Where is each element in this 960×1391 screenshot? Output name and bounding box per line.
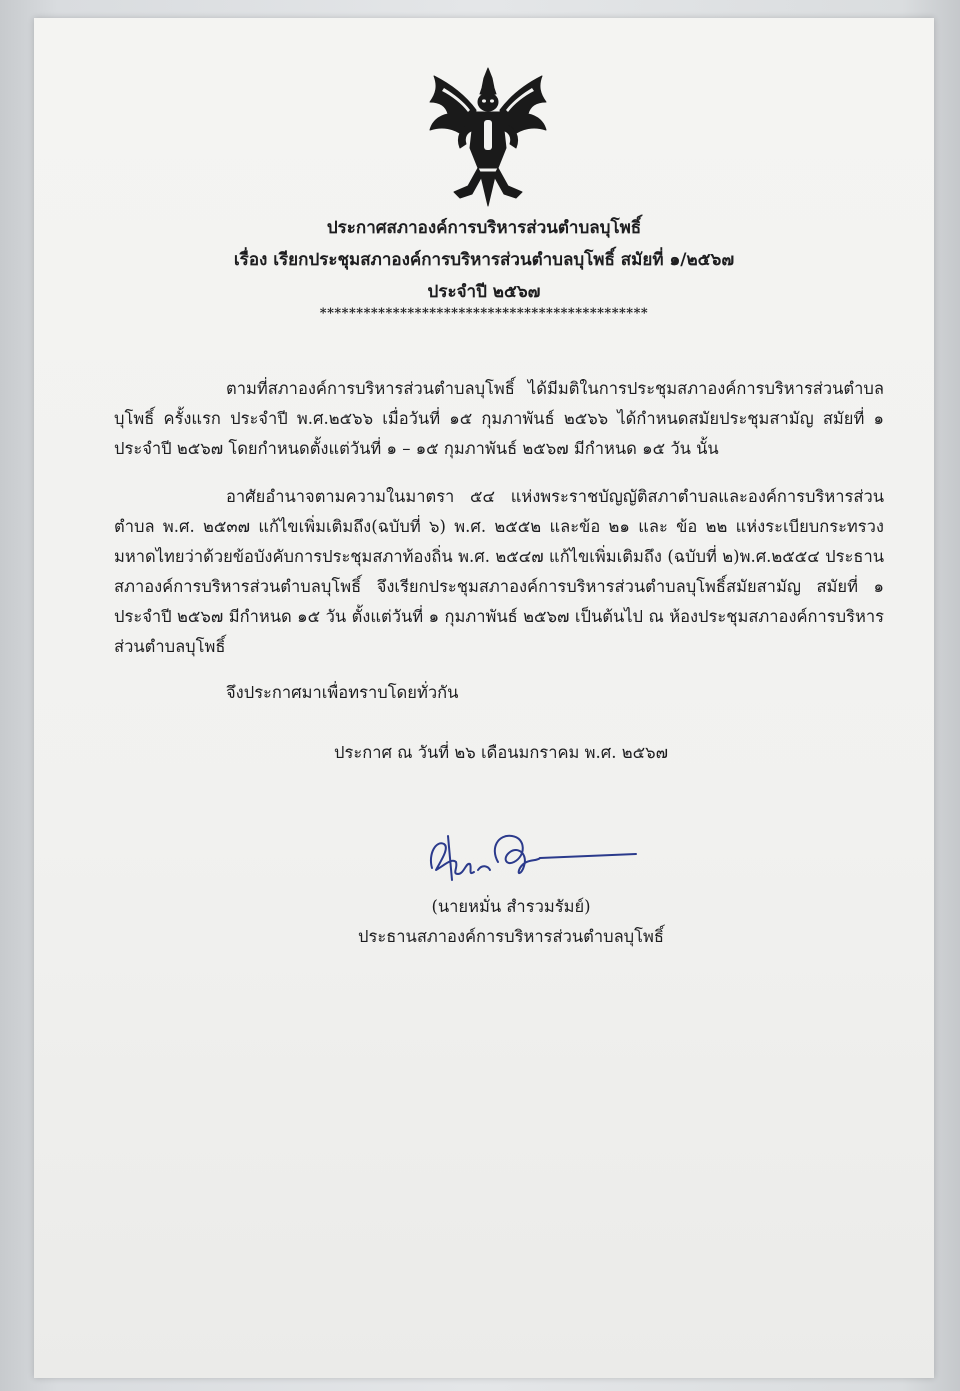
paragraph-1 (114, 374, 884, 464)
paragraph-3-text: จึงประกาศมาเพื่อทราบโดยทั่วกัน (226, 683, 459, 702)
paragraph-2 (114, 482, 884, 662)
document-page (34, 18, 934, 1378)
signature-mark (418, 818, 648, 898)
garuda-emblem-icon (424, 64, 552, 214)
announcement-title: ประกาศสภาองค์การบริหารส่วนตำบลบุโพธิ์ (326, 218, 642, 238)
paragraph-2-text: อาศัยอำนาจตามความในมาตรา ๕๔ แห่งพระราชบัญญัติสภาตำบลและองค์การบริหารส่วนตำบล พ.ศ. ๒๕๓๗ แก้ไขเพิ่มเติมถึง(ฉบับที่ ๖) พ.ศ. ๒๕๕๒ และข้อ ๒๑ และ ข้อ ๒๒ แห่งระเบียบกระทรวงมหาดไทยว่าด้วยข้อบังคับการประชุมสภาท้องถิ่น พ.ศ. ๒๕๔๗ แก้ไขเพิ่มเติมถึง (ฉบับที่ ๒)พ.ศ.๒๕๕๔ ประธานสภาองค์การบริหารส่วนตำบลบุโพธิ์ จึงเรียกประชุมสภาองค์การบริหารส่วนตำบลบุโพธิ์สมัยสามัญ สมัยที่ ๑ ประจำปี ๒๕๖๗ มีกำหนด ๑๕ วัน ตั้งแต่วันที่ ๑ กุมภาพันธ์ ๒๕๖๗ เป็นต้นไป ณ ห้องประชุมสภาองค์การบริหารส่วนตำบลบุโพธิ์ (114, 487, 884, 656)
signer-name: (นายหมั่น สำรวมรัมย์) (431, 897, 591, 916)
paragraph-3 (114, 678, 884, 708)
announcement-dateline: ประกาศ ณ วันที่ ๒๖ เดือนมกราคม พ.ศ. ๒๕๖๗ (334, 743, 669, 762)
signer-position: ประธานสภาองค์การบริหารส่วนตำบลบุโพธิ์ (358, 927, 664, 946)
announcement-year: ประจำปี ๒๕๖๗ (427, 282, 541, 302)
paragraph-1-text: ตามที่สภาองค์การบริหารส่วนตำบลบุโพธิ์ ได้มีมติในการประชุมสภาองค์การบริหารส่วนตำบลบุโพธิ์ ครั้งแรก ประจำปี พ.ศ.๒๕๖๖ เมื่อวันที่ ๑๕ กุมภาพันธ์ ๒๕๖๖ ได้กำหนดสมัยประชุมสามัญ สมัยที่ ๑ ประจำปี ๒๕๖๗ โดยกำหนดตั้งแต่วันที่ ๑ – ๑๕ กุมภาพันธ์ ๒๕๖๗ มีกำหนด ๑๕ วัน นั้น (114, 379, 884, 458)
announcement-subject: เรื่อง เรียกประชุมสภาองค์การบริหารส่วนตำบลบุโพธิ์ สมัยที่ ๑/๒๕๖๗ (233, 250, 735, 270)
header-separator: ********************************************* (319, 306, 649, 321)
